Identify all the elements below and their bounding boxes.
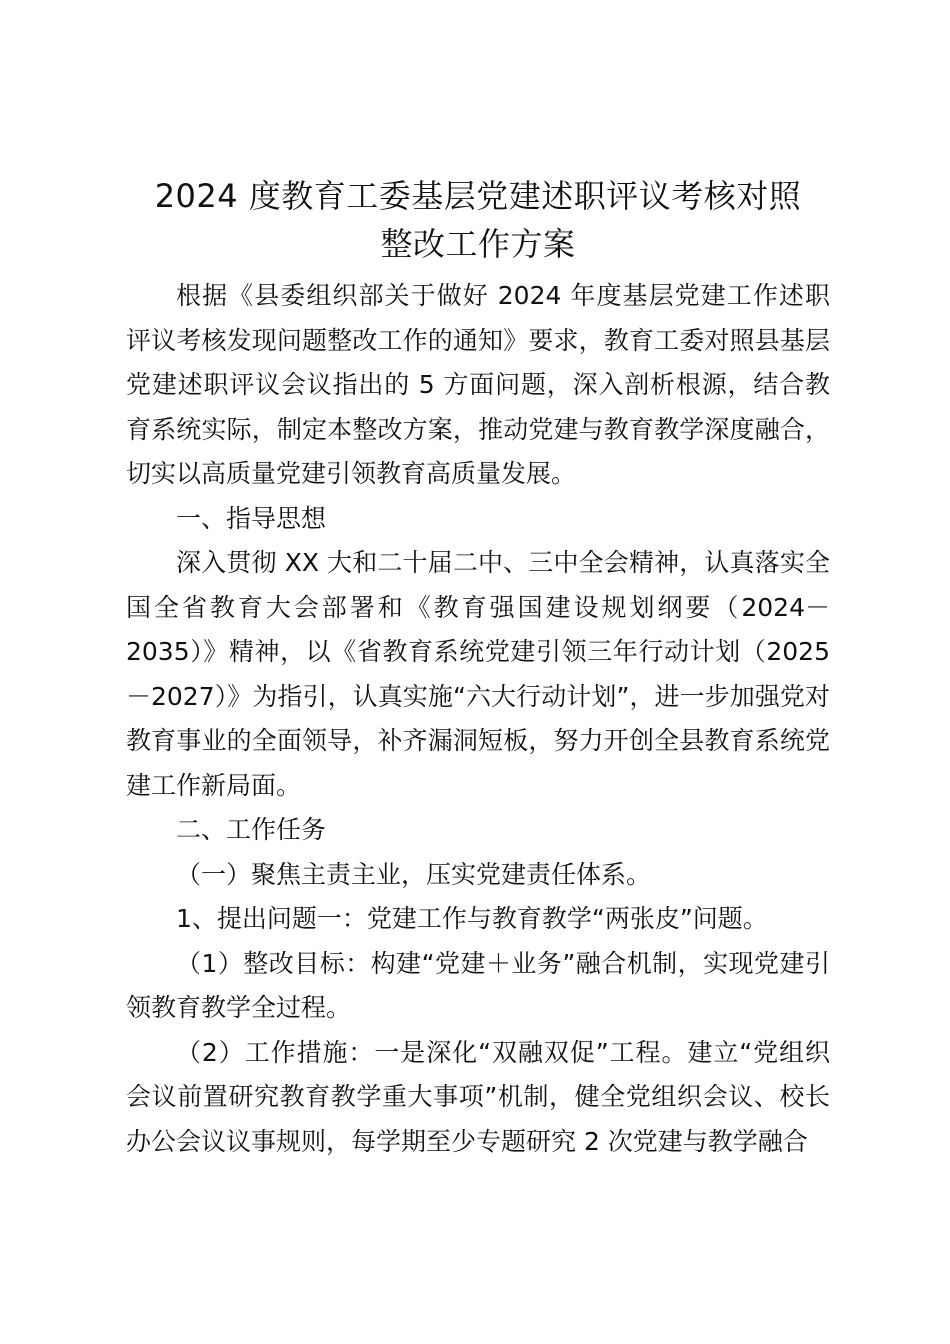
document-body (126, 172, 830, 1164)
work-measures-paragraph: （2）工作措施：一是深化“双融双促”工程。建立“党组织会议前置研究教育教学重大事项”机制，健全党组织会议、校长办公会议议事规则，每学期至少专题研究 2 次党建与教学融合 (126, 1037, 830, 1156)
section-heading-guiding-ideology: 一、指导思想 (176, 503, 327, 533)
document-title (126, 172, 830, 268)
subsection-heading-responsibility: （一）聚焦主责主业，压实党建责任体系。 (176, 859, 652, 889)
problem-one-paragraph: 1、提出问题一：党建工作与教育教学“两张皮”问题。 (176, 904, 768, 933)
guiding-ideology-paragraph: 深入贯彻 XX 大和二十届二中、三中全会精神，认真落实全国全省教育大会部署和《教育强国建设规划纲要（2024－2035）》精神，以《省教育系统党建引领三年行动计划（2025－2027）》为指引，认真实施“六大行动计划”，进一步加强党对教育事业的全面领导，补齐漏洞短板，努力开创全县教育系统党建工作新局面。 (126, 548, 830, 800)
title-line-2: 整改工作方案 (380, 225, 576, 263)
intro-paragraph: 根据《县委组织部关于做好 2024 年度基层党建工作述职评议考核发现问题整改工作的通知》要求，教育工委对照县基层党建述职评议会议指出的 5 方面问题，深入剖析根源，结合教育系统实际，制定本整改方案，推动党建与教育教学深度融合，切实以高质量党建引领教育高质量发展。 (126, 281, 830, 488)
section-heading-work-tasks: 二、工作任务 (176, 815, 327, 844)
title-line-1: 2024 度教育工委基层党建述职评议考核对照 (154, 177, 802, 215)
document-content (126, 274, 830, 1164)
rectification-goal-paragraph: （1）整改目标：构建“党建＋业务”融合机制，实现党建引领教育教学全过程。 (126, 948, 830, 1022)
